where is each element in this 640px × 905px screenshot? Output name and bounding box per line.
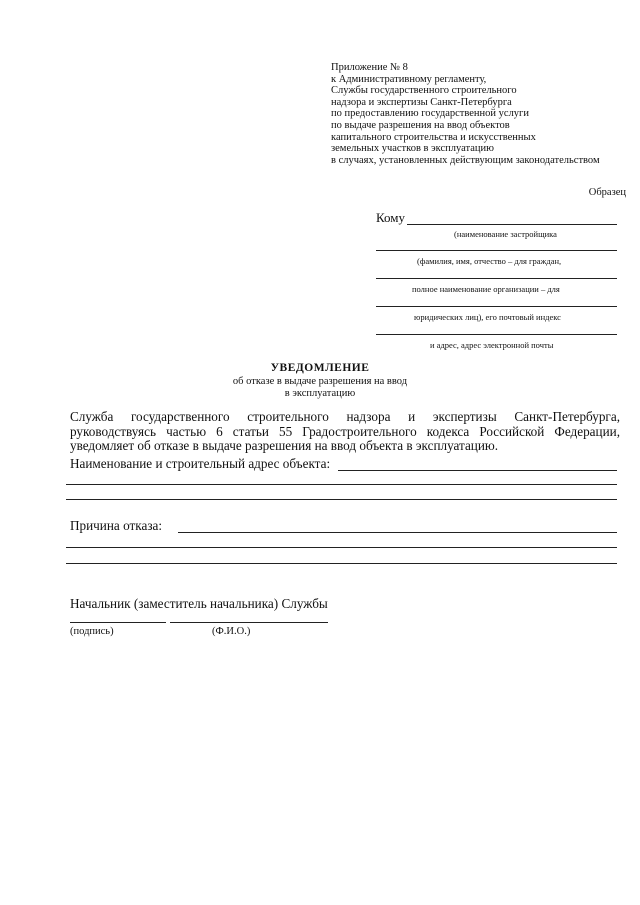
recipient-caption-2: (фамилия, имя, отчество – для граждан, — [417, 256, 562, 266]
recipient-caption-1: (наименование застройщика — [454, 229, 557, 239]
name-caption: (Ф.И.О.) — [212, 626, 251, 637]
recipient-line-3 — [376, 278, 617, 279]
object-line-2 — [66, 484, 617, 485]
reason-label: Причина отказа: — [70, 518, 163, 533]
reason-line-1 — [178, 532, 617, 533]
recipient-caption-3: полное наименование организации – для — [412, 284, 560, 294]
recipient-caption-4: юридических лиц), его почтовый индекс — [414, 312, 561, 322]
signatory-position: Начальник (заместитель начальника) Службы — [70, 596, 328, 611]
recipient-label: Кому — [376, 210, 406, 225]
object-line-3 — [66, 499, 617, 500]
object-label: Наименование и строительный адрес объекта: — [70, 456, 331, 471]
appendix-line: земельных участков в эксплуатацию — [331, 143, 494, 155]
recipient-line-4 — [376, 306, 617, 307]
notice-subtitle-line: в эксплуатацию — [284, 388, 356, 399]
notice-body-paragraph: Служба государственного строительного надзора и экспертизы Санкт-Петербурга, руководствуясь частью 6 статьи 55 Градостроительного кодекса Российской Федерации, уведомляет об отказе в выдаче разрешения на ввод объекта в эксплуатацию. — [70, 409, 620, 454]
appendix-header — [331, 62, 631, 166]
reason-line-3 — [66, 563, 617, 564]
appendix-line: Службы государственного строительного — [331, 85, 517, 97]
sample-label: Образец — [588, 187, 626, 198]
reason-line-2 — [66, 547, 617, 548]
name-line — [170, 622, 328, 623]
appendix-line: по предоставлению государственной услуги — [331, 108, 529, 120]
recipient-line-2 — [376, 250, 617, 251]
recipient-line-1 — [407, 224, 617, 225]
notice-title: УВЕДОМЛЕНИЕ — [270, 362, 370, 374]
recipient-line-5 — [376, 334, 617, 335]
signature-line — [70, 622, 166, 623]
object-line-1 — [338, 470, 617, 471]
appendix-line: надзора и экспертизы Санкт-Петербурга — [331, 96, 512, 108]
appendix-line: к Административному регламенту, — [331, 73, 487, 85]
signature-caption: (подпись) — [70, 626, 114, 637]
appendix-line: Приложение № 8 — [331, 62, 408, 73]
notice-subtitle-line: об отказе в выдаче разрешения на ввод — [232, 376, 408, 387]
appendix-line: по выдаче разрешения на ввод объектов — [331, 119, 510, 131]
appendix-line: капитального строительства и искусственных — [331, 131, 536, 143]
appendix-line: в случаях, установленных действующим законодательством — [331, 154, 600, 166]
recipient-caption-5: и адрес, адрес электронной почты — [430, 340, 554, 350]
